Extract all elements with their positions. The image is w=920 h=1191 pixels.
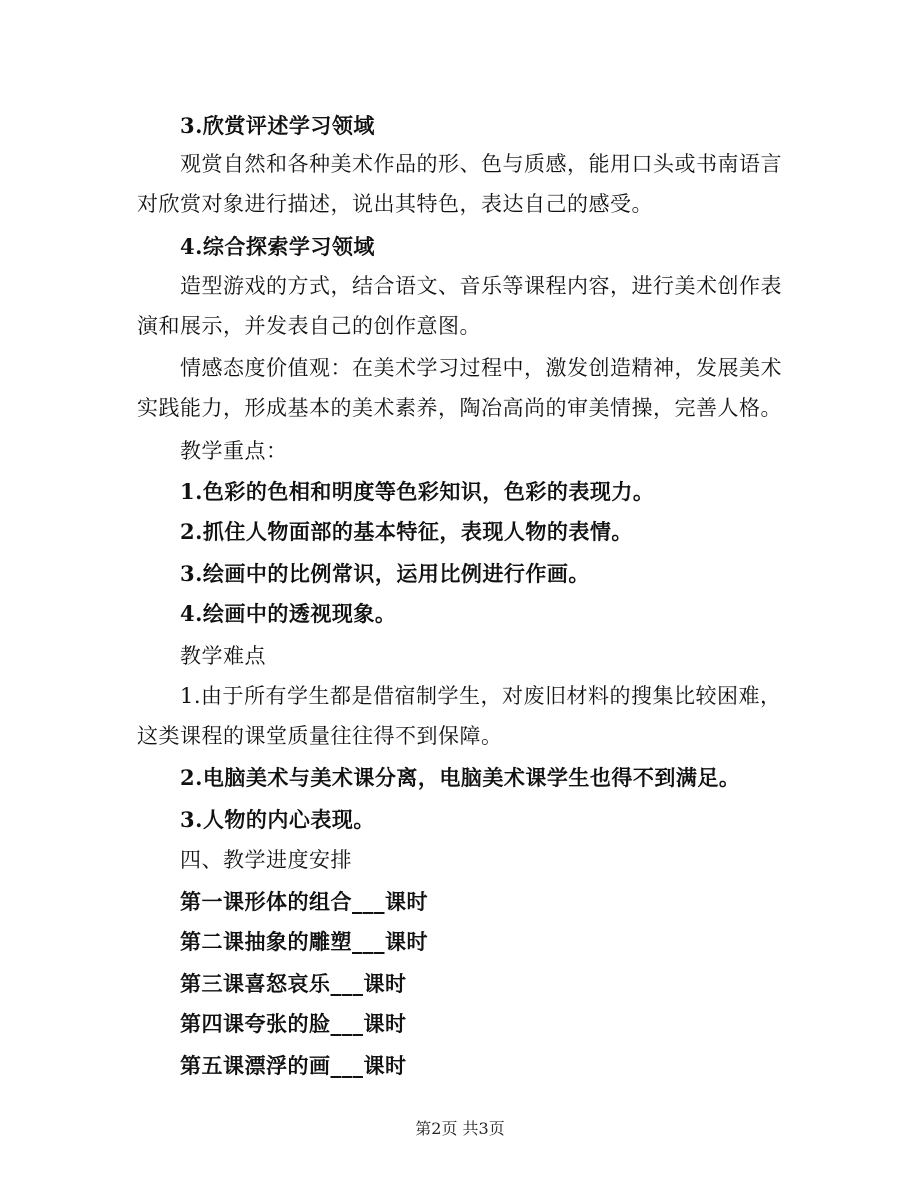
difficulty-point: 2.电脑美术与美术课分离，电脑美术课学生也得不到满足。 [180,765,741,790]
body-text: 对欣赏对象进行描述，说出其特色，表达自己的感受。 [137,192,653,216]
difficulty-point: 3.人物的内心表现。 [180,807,375,832]
body-text: 观赏自然和各种美术作品的形、色与质感，能用口头或书南语言 [180,152,782,176]
section-heading: 四、教学进度安排 [180,848,352,872]
body-text: 情感态度价值观：在美术学习过程中，激发创造精神，发展美术 [180,356,782,380]
page-footer: 第2页 共3页 [415,1119,505,1138]
key-point: 3.绘画中的比例常识，运用比例进行作画。 [180,561,590,586]
schedule-item: 第四课夸张的脸___课时 [180,1011,407,1036]
key-point: 1.色彩的色相和明度等色彩知识，色彩的表现力。 [180,479,655,504]
body-text: 实践能力，形成基本的美术素养，陶冶高尚的审美情操，完善人格。 [137,396,782,420]
schedule-item: 第三课喜怒哀乐___课时 [180,971,407,996]
section-heading: 3.欣赏评述学习领域 [180,113,375,138]
schedule-item: 第二课抽象的雕塑___课时 [180,929,428,954]
body-text: 这类课程的课堂质量往往得不到保障。 [137,724,503,748]
body-text: 1.由于所有学生都是借宿制学生，对废旧材料的搜集比较困难， [180,684,782,708]
key-point: 2.抓住人物面部的基本特征，表现人物的表情。 [180,519,633,544]
schedule-item: 第五课漂浮的画___课时 [180,1053,407,1078]
body-text: 演和展示，并发表自己的创作意图。 [137,314,481,338]
subheading: 教学难点 [180,644,266,668]
section-heading: 4.综合探索学习领域 [180,234,375,259]
body-text: 造型游戏的方式，结合语文、音乐等课程内容，进行美术创作表 [180,274,782,298]
schedule-item: 第一课形体的组合___课时 [180,889,428,914]
key-point: 4.绘画中的透视现象。 [180,601,397,626]
subheading: 教学重点： [180,439,288,463]
